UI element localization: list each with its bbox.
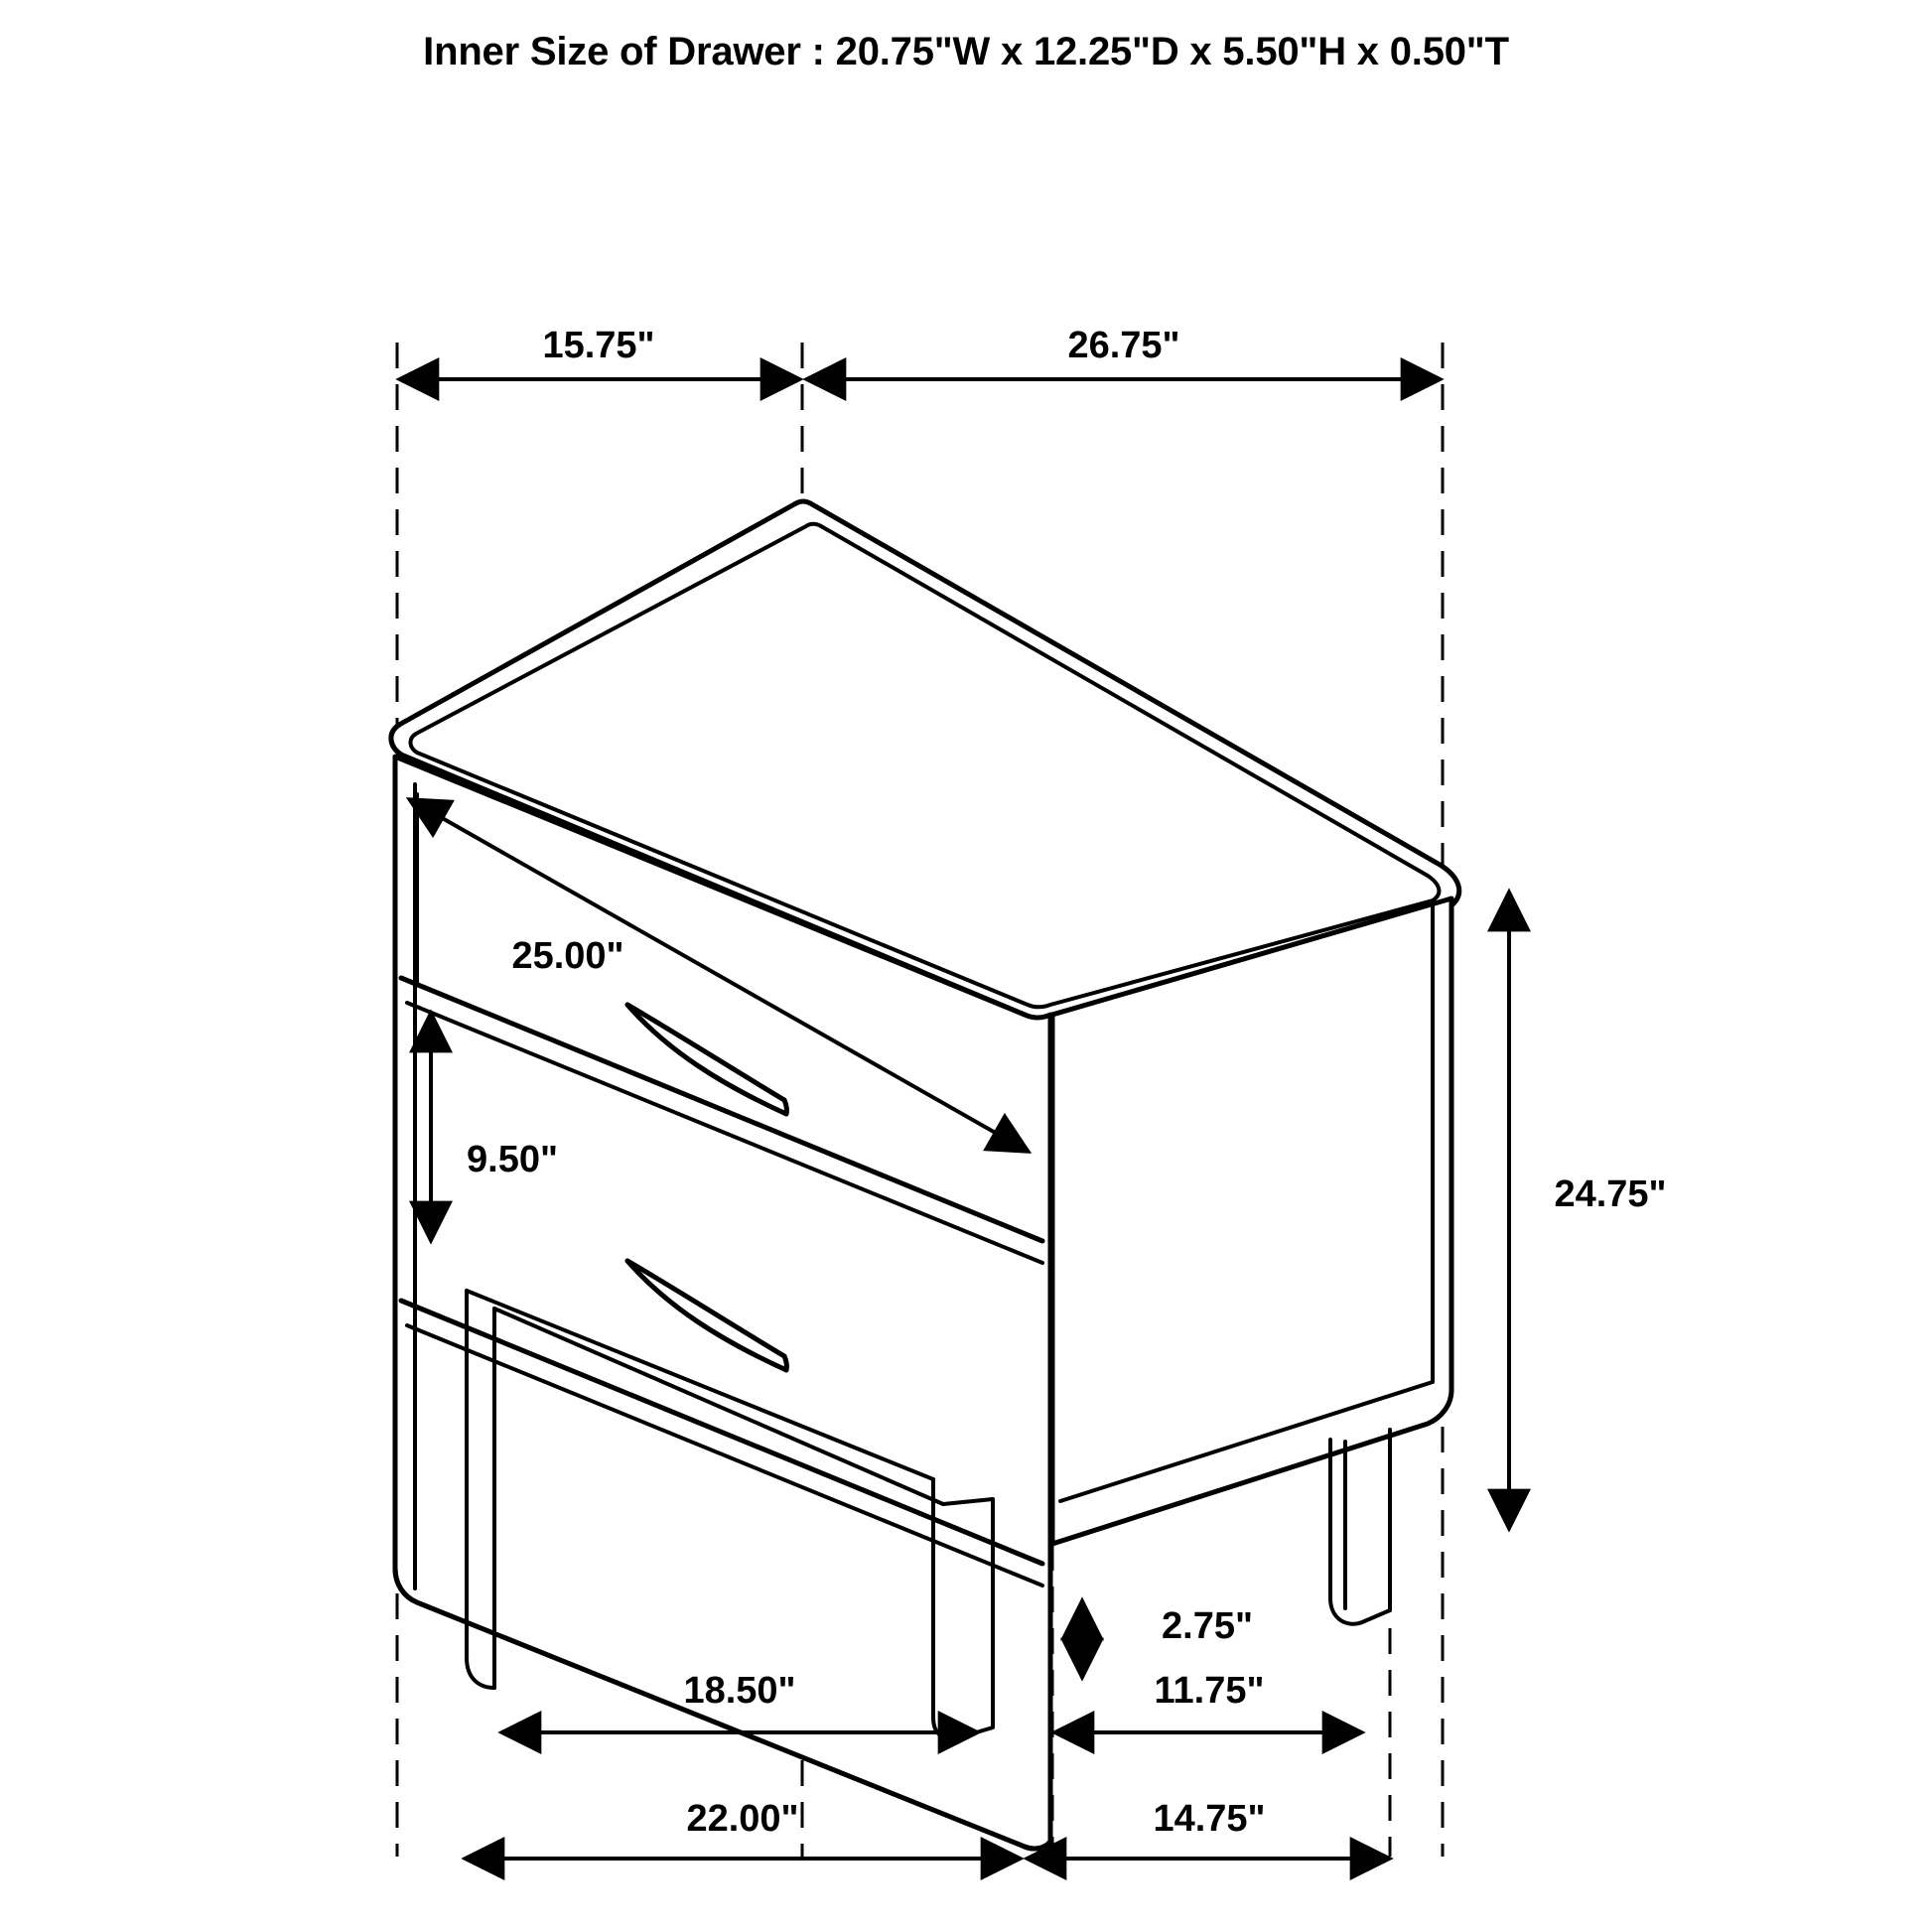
dim-overall-height: 24.75": [1554, 1173, 1667, 1215]
dim-top-left-width: 15.75": [542, 325, 655, 366]
dim-bottom-inner-right: 11.75": [1154, 1670, 1265, 1712]
dim-bottom-inner-left: 18.50": [683, 1670, 796, 1712]
dim-front-top-width: 25.00": [511, 935, 624, 977]
page-title: Inner Size of Drawer : 20.75"W x 12.25"D x 5.50"H x 0.50"T: [423, 30, 1509, 73]
dim-front-drawer-height: 9.50": [467, 1139, 558, 1180]
dim-top-right-width: 26.75": [1067, 325, 1180, 366]
dim-bottom-outer-left: 22.00": [686, 1798, 799, 1840]
dim-leg-height: 2.75": [1162, 1605, 1253, 1647]
dim-bottom-outer-right: 14.75": [1153, 1798, 1266, 1840]
